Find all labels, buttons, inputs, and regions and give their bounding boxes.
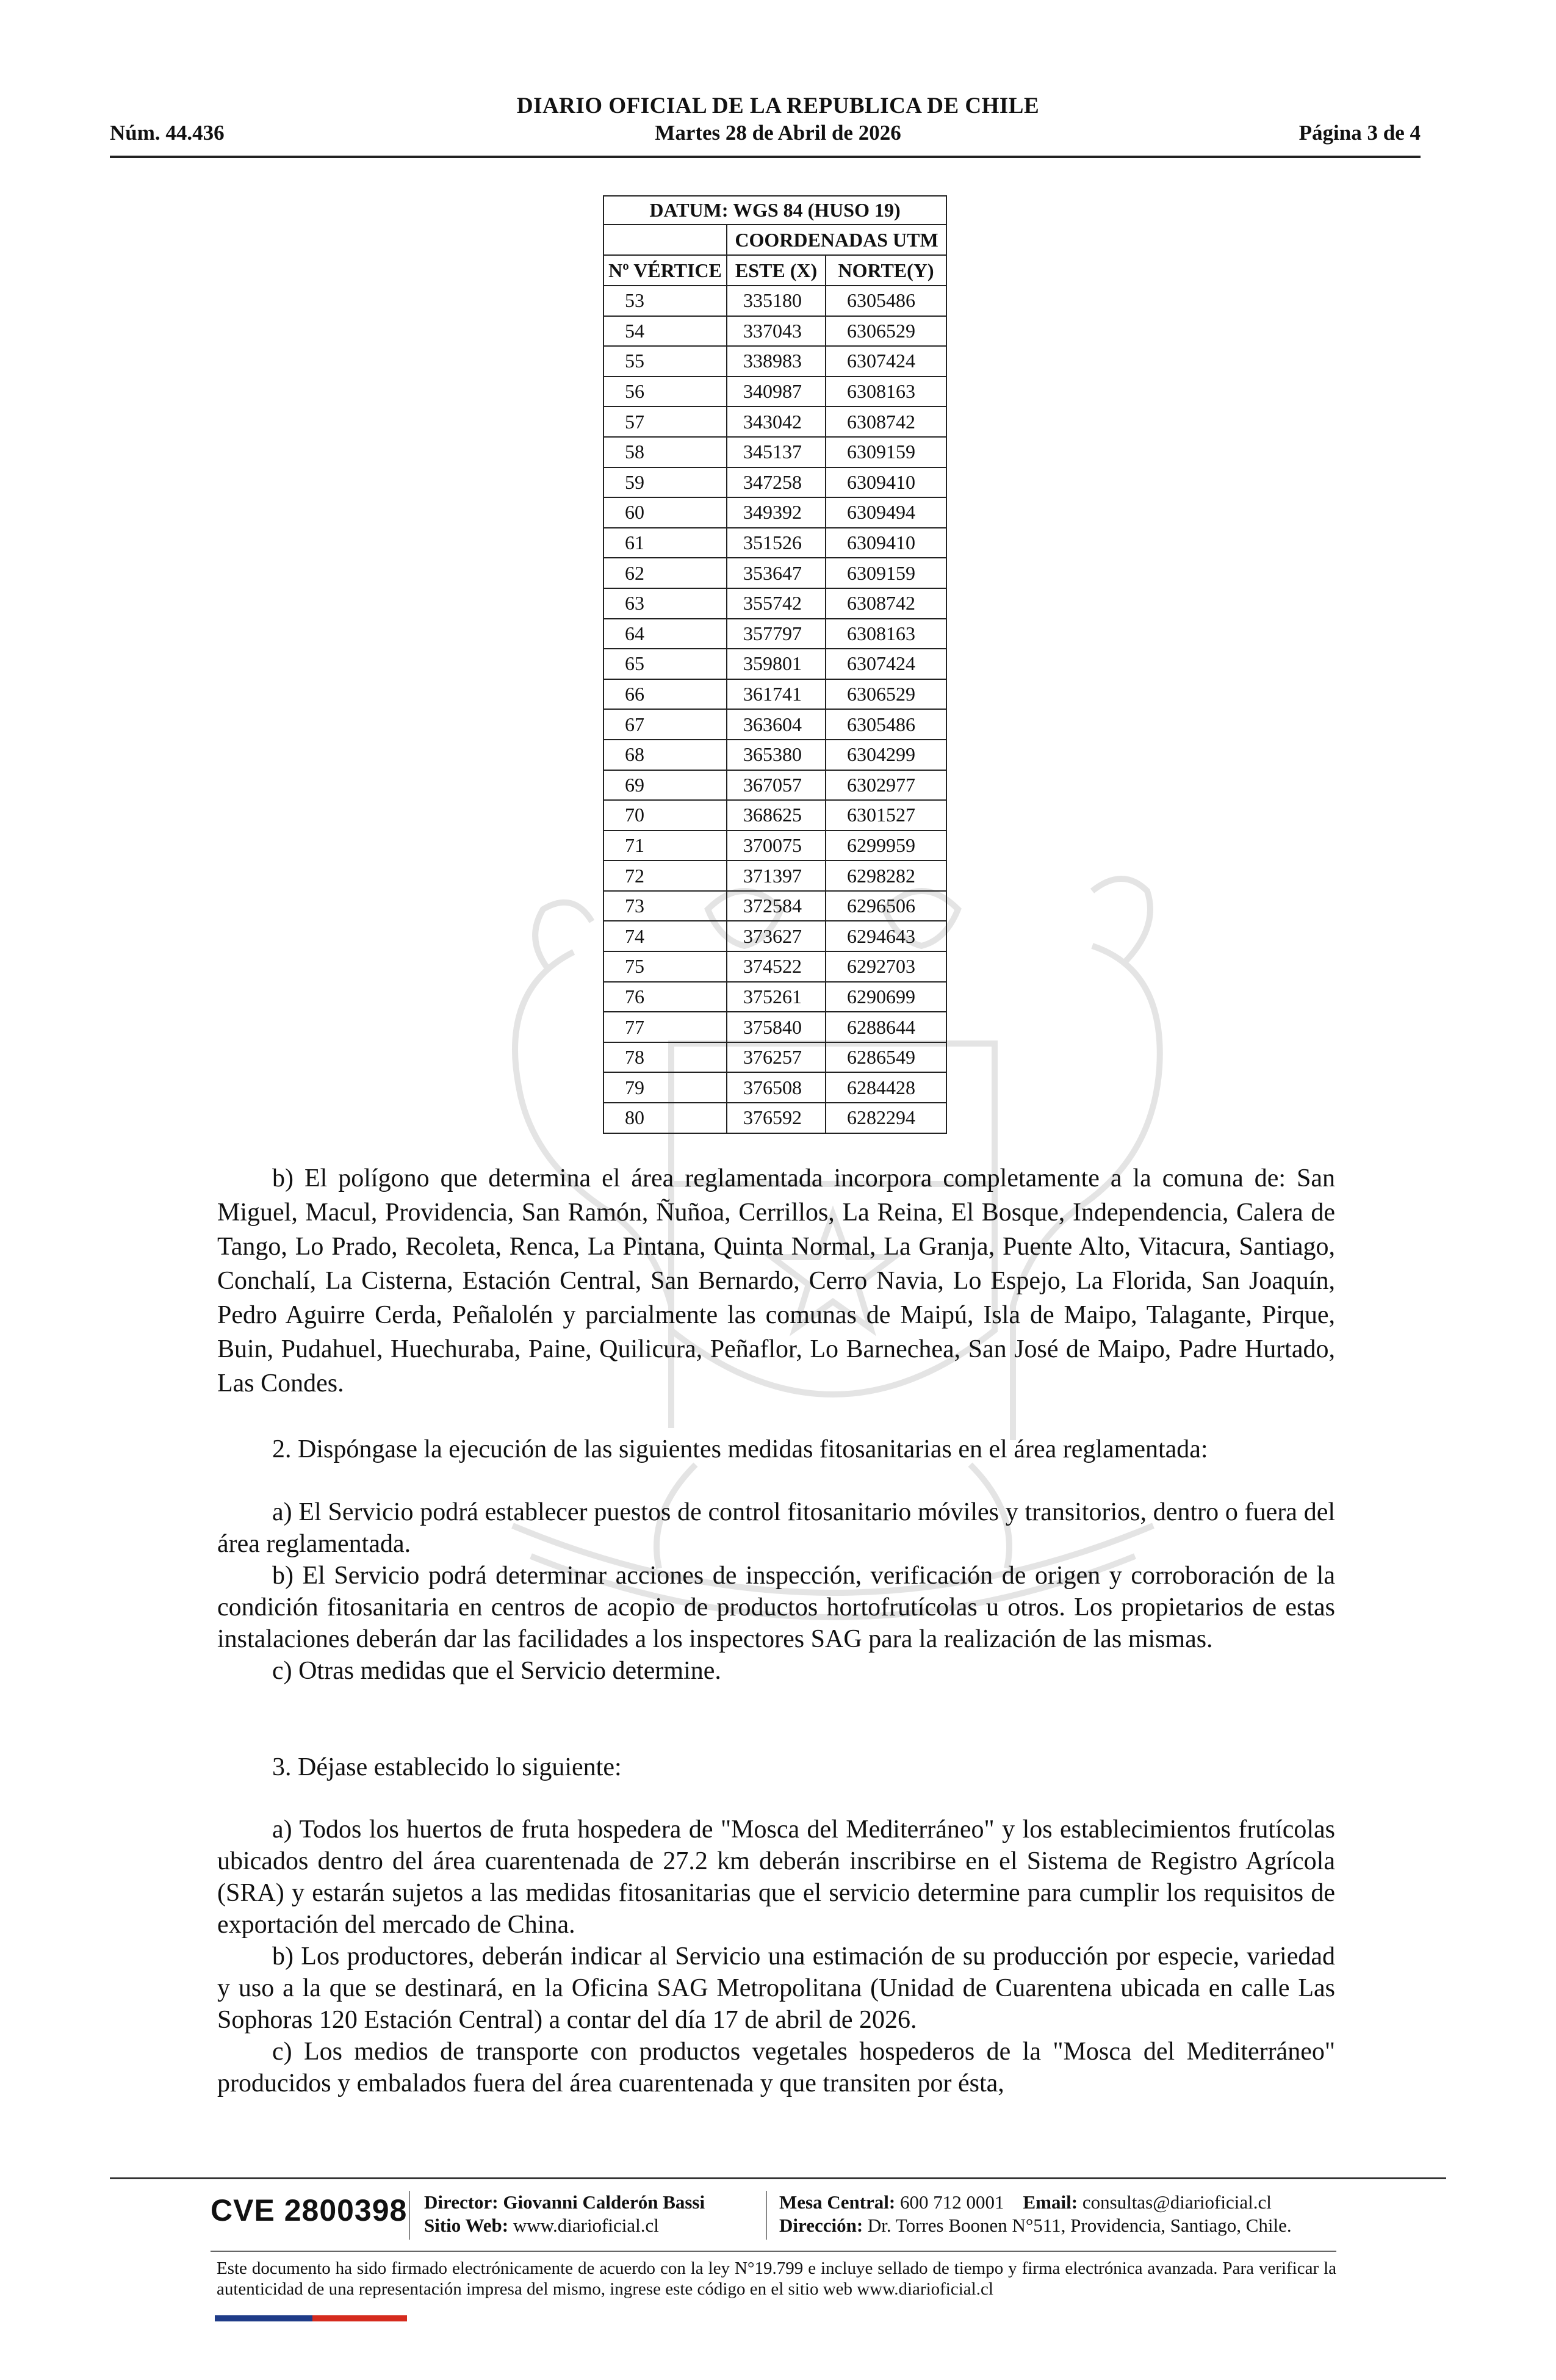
este-cell: 371397: [727, 860, 826, 891]
este-cell: 338983: [727, 346, 826, 377]
website-link[interactable]: www.diarioficial.cl: [513, 2215, 659, 2236]
table-row: [603, 406, 946, 437]
table-row: [603, 921, 946, 951]
table-row: [603, 891, 946, 921]
vertex-cell: 57: [603, 406, 727, 437]
section-3-items: [217, 1814, 1335, 2099]
norte-cell: 6309494: [826, 497, 946, 528]
norte-cell: 6308742: [826, 588, 946, 619]
table-row: [603, 982, 946, 1012]
este-cell: 368625: [727, 800, 826, 831]
section-3-heading: 3. Déjase establecido lo siguiente:: [272, 1753, 622, 1781]
norte-cell: 6307424: [826, 649, 946, 679]
este-cell: 343042: [727, 406, 826, 437]
norte-cell: 6282294: [826, 1103, 946, 1133]
este-cell: 374522: [727, 951, 826, 982]
norte-cell: 6305486: [826, 709, 946, 740]
este-cell: 376257: [727, 1042, 826, 1073]
este-cell: 375840: [727, 1012, 826, 1042]
este-cell: 373627: [727, 921, 826, 951]
newspaper-title: DIARIO OFICIAL DE LA REPUBLICA DE CHILE: [516, 93, 1040, 118]
table-row: [603, 649, 946, 679]
section-2-item-b: b) El Servicio podrá determinar acciones de inspección, verificación de origen y corroboración de la condición fitosanitaria en centros de acopio de productos hortofrutícolas u otros. Los propietarios de estas instalaciones deberán dar las facilidades a los inspectores SAG para la realización de las mismas.: [217, 1562, 1335, 1653]
footer-separator: [766, 2191, 767, 2240]
norte-cell: 6296506: [826, 891, 946, 921]
norte-cell: 6290699: [826, 982, 946, 1012]
paragraph-b: b) El polígono que determina el área reglamentada incorpora completamente a la comuna de: San Miguel, Macul, Providencia, San Ramón, Ñuñoa, Cerrillos, La Reina, El Bosque, Independencia, Calera de Tango, Lo Prado, Recoleta, Renca, La Pintana, Quinta Normal, La Granja, Puente Alto, Vitacura, Santiago, Conchalí, La Cisterna, Estación Central, San Bernardo, Cerro Navia, Lo Espejo, La Florida, San Joaquín, Pedro Aguirre Cerda, Peñalolén y parcialmente las comunas de Maipú, Isla de Maipo, Talagante, Pirque, Buin, Pudahuel, Huechuraba, Paine, Quilicura, Peñaflor, Lo Barnechea, San José de Maipo, Padre Hurtado, Las Condes.: [217, 1164, 1335, 1397]
norte-cell: 6304299: [826, 740, 946, 770]
vertex-cell: 75: [603, 951, 727, 982]
table-row: [603, 316, 946, 347]
footer-contact-block: [779, 2191, 1292, 2237]
mesa-phone: 600 712 0001: [900, 2191, 1004, 2213]
utm-header: COORDENADAS UTM: [727, 225, 946, 255]
este-column-header: ESTE (X): [727, 255, 826, 286]
section-2-items: [217, 1496, 1335, 1687]
este-cell: 367057: [727, 770, 826, 801]
vertex-cell: 71: [603, 831, 727, 861]
este-cell: 351526: [727, 528, 826, 558]
norte-cell: 6308163: [826, 619, 946, 649]
norte-cell: 6288644: [826, 1012, 946, 1042]
este-cell: 337043: [727, 316, 826, 347]
mesa-label: Mesa Central:: [779, 2191, 896, 2213]
este-cell: 355742: [727, 588, 826, 619]
vertex-cell: 60: [603, 497, 727, 528]
norte-cell: 6299959: [826, 831, 946, 861]
este-cell: 340987: [727, 377, 826, 407]
norte-cell: 6306529: [826, 679, 946, 710]
table-row: [603, 528, 946, 558]
este-cell: 357797: [727, 619, 826, 649]
legal-notice: Este documento ha sido firmado electrónicamente de acuerdo con la ley N°19.799 e incluye sellado de tiempo y firma electrónica avanzada. Para verificar la autenticidad de una representación impresa del mismo, ingrese este código en el sitio web www.diarioficial.cl: [217, 2259, 1336, 2299]
section-2-item-a: a) El Servicio podrá establecer puestos de control fitosanitario móviles y transitorios, dentro o fuera del área reglamentada.: [217, 1498, 1335, 1558]
coordinates-table: [603, 195, 947, 1134]
section-2-item-c: c) Otras medidas que el Servicio determine.: [272, 1657, 721, 1685]
table-row: [603, 377, 946, 407]
section-2: [217, 1432, 1335, 1466]
norte-cell: 6309159: [826, 558, 946, 588]
vertex-cell: 56: [603, 377, 727, 407]
este-cell: 363604: [727, 709, 826, 740]
vertex-cell: 55: [603, 346, 727, 377]
table-row: [603, 619, 946, 649]
vertex-cell: 62: [603, 558, 727, 588]
table-row: [603, 588, 946, 619]
este-cell: 376592: [727, 1103, 826, 1133]
norte-cell: 6305486: [826, 286, 946, 316]
table-row: [603, 437, 946, 467]
norte-cell: 6306529: [826, 316, 946, 347]
norte-cell: 6309159: [826, 437, 946, 467]
table-row: [603, 1072, 946, 1103]
este-cell: 365380: [727, 740, 826, 770]
este-cell: 375261: [727, 982, 826, 1012]
norte-cell: 6302977: [826, 770, 946, 801]
norte-cell: 6308742: [826, 406, 946, 437]
vertex-cell: 76: [603, 982, 727, 1012]
footer-divider: [110, 2177, 1446, 2179]
vertex-cell: 58: [603, 437, 727, 467]
este-cell: 370075: [727, 831, 826, 861]
section-3-item-c: c) Los medios de transporte con productos vegetales hospederos de la "Mosca del Mediterráneo" producidos y embalados fuera del área cuarentenada y que transiten por ésta,: [217, 2038, 1335, 2097]
vertex-cell: 61: [603, 528, 727, 558]
este-cell: 347258: [727, 467, 826, 498]
vertex-cell: 66: [603, 679, 727, 710]
datum-header: DATUM: WGS 84 (HUSO 19): [603, 196, 946, 225]
norte-cell: 6286549: [826, 1042, 946, 1073]
table-row: [603, 1103, 946, 1133]
vertex-column-header: Nº VÉRTICE: [603, 255, 727, 286]
address-label: Dirección:: [779, 2215, 863, 2236]
section-3: [217, 1750, 1335, 1784]
issue-number: Núm. 44.436: [110, 121, 225, 145]
norte-cell: 6298282: [826, 860, 946, 891]
vertex-cell: 65: [603, 649, 727, 679]
vertex-cell: 78: [603, 1042, 727, 1073]
footer-separator: [409, 2191, 410, 2240]
norte-cell: 6308163: [826, 377, 946, 407]
vertex-cell: 79: [603, 1072, 727, 1103]
este-cell: 335180: [727, 286, 826, 316]
table-row: [603, 558, 946, 588]
vertex-cell: 80: [603, 1103, 727, 1133]
vertex-cell: 68: [603, 740, 727, 770]
vertex-cell: 53: [603, 286, 727, 316]
table-row: [603, 286, 946, 316]
este-cell: 345137: [727, 437, 826, 467]
table-row: [603, 1042, 946, 1073]
email-link[interactable]: consultas@diarioficial.cl: [1082, 2191, 1272, 2213]
table-row: [603, 860, 946, 891]
header-divider: [110, 156, 1421, 158]
flag-bar-blue: [215, 2315, 312, 2321]
table-row: [603, 497, 946, 528]
table-row: [603, 679, 946, 710]
footer-inner-divider: [211, 2251, 1336, 2252]
vertex-cell: 73: [603, 891, 727, 921]
norte-cell: 6309410: [826, 528, 946, 558]
table-row: [603, 951, 946, 982]
table-row: [603, 800, 946, 831]
page-indicator: Página 3 de 4: [1298, 121, 1421, 145]
vertex-cell: 70: [603, 800, 727, 831]
section-3-item-a: a) Todos los huertos de fruta hospedera de "Mosca del Mediterráneo" y los establecimientos frutícolas ubicados dentro del área cuarentenada de 27.2 km deberán inscribirse en el Sistema de Registro Agrícola (SRA) y estarán sujetos a las medidas fitosanitarias que el servicio determine para cumplir los requisitos de exportación del mercado de China.: [217, 1816, 1335, 1939]
este-cell: 353647: [727, 558, 826, 588]
address-value: Dr. Torres Boonen N°511, Providencia, Santiago, Chile.: [867, 2215, 1292, 2236]
table-row: [603, 1012, 946, 1042]
norte-cell: 6294643: [826, 921, 946, 951]
este-cell: 376508: [727, 1072, 826, 1103]
vertex-cell: 64: [603, 619, 727, 649]
norte-column-header: NORTE(Y): [826, 255, 946, 286]
norte-cell: 6284428: [826, 1072, 946, 1103]
email-label: Email:: [1023, 2191, 1078, 2213]
director-name: Giovanni Calderón Bassi: [503, 2191, 705, 2213]
vertex-cell: 77: [603, 1012, 727, 1042]
norte-cell: 6301527: [826, 800, 946, 831]
vertex-cell: 72: [603, 860, 727, 891]
empty-header-cell: [603, 225, 727, 255]
table-row: [603, 709, 946, 740]
vertex-cell: 54: [603, 316, 727, 347]
vertex-cell: 63: [603, 588, 727, 619]
table-row: [603, 467, 946, 498]
cve-code: CVE 2800398: [211, 2193, 408, 2227]
vertex-cell: 59: [603, 467, 727, 498]
coordinates-table-body: [603, 286, 946, 1133]
issue-date: Martes 28 de Abril de 2026: [655, 121, 901, 145]
table-row: [603, 770, 946, 801]
este-cell: 372584: [727, 891, 826, 921]
table-row: [603, 740, 946, 770]
paragraph-b-communes: [217, 1161, 1335, 1401]
norte-cell: 6309410: [826, 467, 946, 498]
este-cell: 359801: [727, 649, 826, 679]
flag-bar-red: [312, 2315, 407, 2321]
vertex-cell: 74: [603, 921, 727, 951]
norte-cell: 6307424: [826, 346, 946, 377]
norte-cell: 6292703: [826, 951, 946, 982]
section-2-heading: 2. Dispóngase la ejecución de las siguientes medidas fitosanitarias en el área reglamentada:: [272, 1435, 1208, 1463]
website-label: Sitio Web:: [424, 2215, 509, 2236]
table-row: [603, 346, 946, 377]
vertex-cell: 67: [603, 709, 727, 740]
director-label: Director:: [424, 2191, 499, 2213]
footer-director-block: [424, 2191, 705, 2237]
table-row: [603, 831, 946, 861]
este-cell: 349392: [727, 497, 826, 528]
este-cell: 361741: [727, 679, 826, 710]
section-3-item-b: b) Los productores, deberán indicar al Servicio una estimación de su producción por especie, variedad y uso a la que se destinará, en la Oficina SAG Metropolitana (Unidad de Cuarentena ubicada en calle Las Sophoras 120 Estación Central) a contar del día 17 de abril de 2026.: [217, 1942, 1335, 2034]
vertex-cell: 69: [603, 770, 727, 801]
